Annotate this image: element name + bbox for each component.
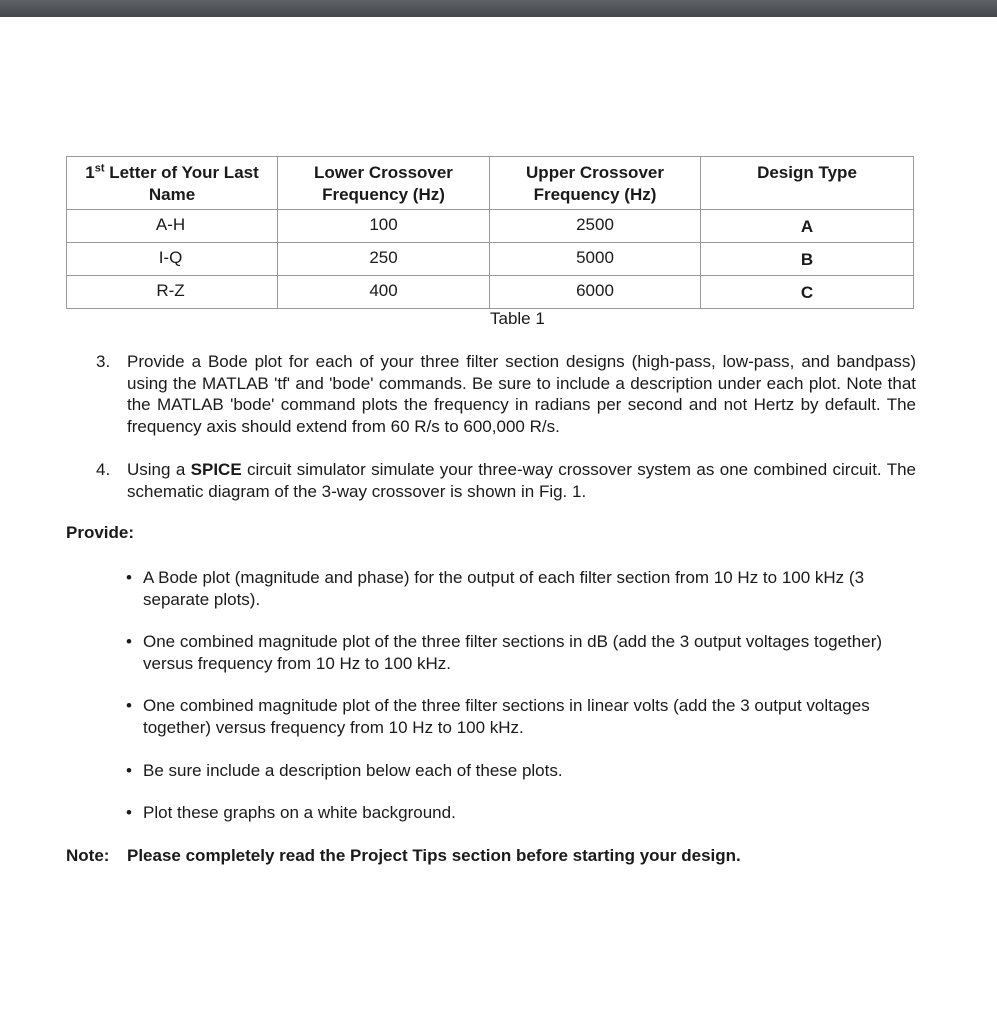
cell-design: C (701, 276, 914, 309)
window-top-bar (0, 0, 997, 17)
bullet-icon: • (126, 761, 132, 780)
bullet-icon: • (126, 568, 132, 587)
bullet-icon: • (126, 632, 132, 651)
table-row (67, 243, 914, 276)
item-text: Using a SPICE circuit simulator simulate your three-way crossover system as one combined circuit. The schematic diagram of the 3-way crossover is shown in Fig. 1. (127, 460, 916, 501)
cell-design: B (701, 243, 914, 276)
table-caption: Table 1 (490, 309, 545, 328)
item-number: 3. (96, 352, 111, 371)
spice-emphasis: SPICE (190, 460, 242, 479)
header-lower-crossover: Lower Crossover Frequency (Hz) (278, 157, 490, 210)
provide-heading: Provide: (66, 523, 135, 542)
cell-design: A (701, 210, 914, 243)
cell-upper: 6000 (490, 276, 701, 309)
item-number: 4. (96, 460, 111, 479)
header-last-name-letter: 1st Letter of Your Last Name (67, 157, 278, 210)
cell-letter: A-H (67, 210, 278, 243)
header-design-type: Design Type (701, 157, 914, 210)
bullet-icon: • (126, 696, 132, 715)
table-row (67, 210, 914, 243)
bullet-text: One combined magnitude plot of the three filter sections in linear volts (add the 3 output voltages together) versus frequency from 10 Hz to 100 kHz. (143, 696, 870, 737)
bullet-text: One combined magnitude plot of the three filter sections in dB (add the 3 output voltages together) versus frequency from 10 Hz to 100 kHz. (143, 632, 883, 673)
cell-upper: 5000 (490, 243, 701, 276)
crossover-frequency-table (66, 156, 914, 309)
table-row (67, 276, 914, 309)
header-upper-crossover: Upper Crossover Frequency (Hz) (490, 157, 701, 210)
cell-upper: 2500 (490, 210, 701, 243)
note-label: Note: (66, 846, 110, 865)
item-text: Provide a Bode plot for each of your three filter section designs (high-pass, low-pass, and bandpass) using the MATLAB 'tf' and 'bode' commands. Be sure to include a description under each plot. Note that the MATLAB 'bode' command plots the frequency in radians per second and not Hertz by default. The frequency axis should extend from 60 R/s to 600,000 R/s. (127, 352, 916, 436)
note-line (66, 846, 741, 866)
bullet-text: Plot these graphs on a white background. (143, 803, 456, 822)
cell-lower: 250 (278, 243, 490, 276)
table-header-row (67, 157, 914, 210)
cell-letter: I-Q (67, 243, 278, 276)
cell-lower: 400 (278, 276, 490, 309)
bullet-icon: • (126, 803, 132, 822)
bullet-text: Be sure include a description below each of these plots. (143, 761, 563, 780)
note-text: Please completely read the Project Tips section before starting your design. (127, 846, 741, 865)
bullet-text: A Bode plot (magnitude and phase) for the output of each filter section from 10 Hz to 100 kHz (3 separate plots). (143, 568, 865, 609)
cell-lower: 100 (278, 210, 490, 243)
cell-letter: R-Z (67, 276, 278, 309)
